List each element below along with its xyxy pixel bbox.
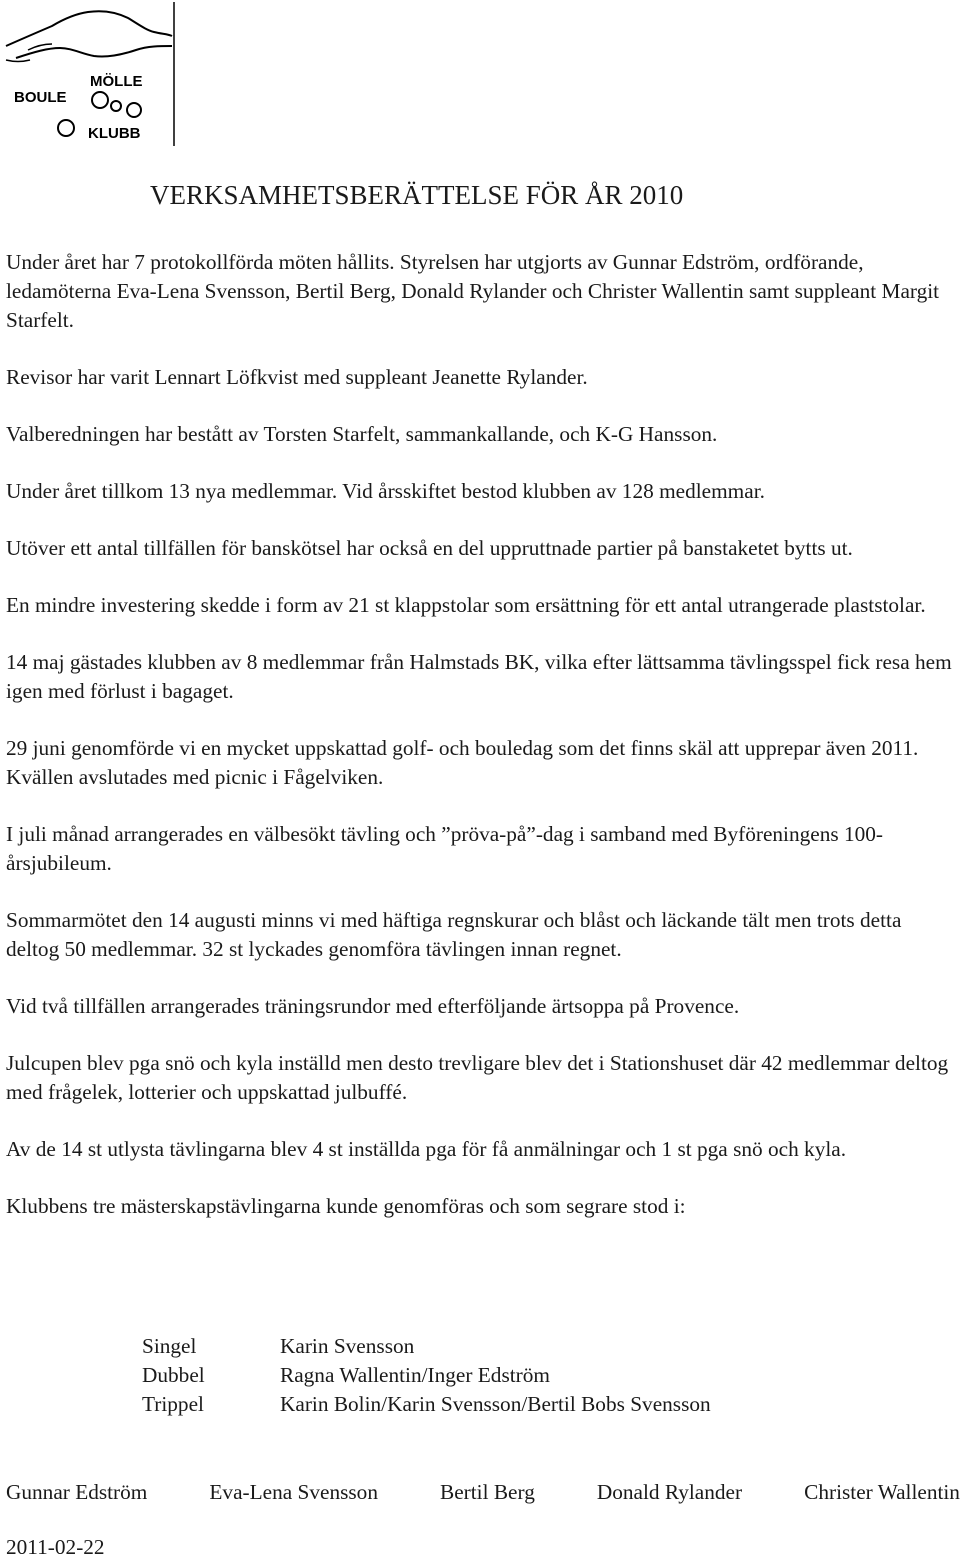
document-date: 2011-02-22: [6, 1535, 105, 1559]
list-item: [142, 1390, 711, 1419]
list-item: [142, 1332, 711, 1361]
paragraph-maintenance: Utöver ett antal tillfällen för banskötsel har också en del uppruttnade partier på banstaketet bytts ut.: [6, 536, 853, 560]
boule-club-logo-icon: [4, 2, 176, 146]
paragraph-board: Under året har 7 protokollförda möten hållits. Styrelsen har utgjorts av Gunnar Edström, ordförande, ledamöterna Eva-Lena Svensson, Bertil Berg, Donald Rylander och Christer Wallentin samt suppleant Margit Starfelt.: [6, 250, 940, 332]
paragraph-members: Under året tillkom 13 nya medlemmar. Vid årsskiftet bestod klubben av 128 medlemmar.: [6, 479, 765, 503]
report-body: [6, 248, 956, 1249]
winner-category: Dubbel: [142, 1363, 205, 1387]
winner-category: Singel: [142, 1334, 197, 1358]
logo-text-klubb: KLUBB: [88, 125, 141, 142]
paragraph-july: I juli månad arrangerades en välbesökt tävling och ”pröva-på”-dag i samband med Byföreningens 100-årsjubileum.: [6, 822, 884, 875]
page-title: VERKSAMHETSBERÄTTELSE FÖR ÅR 2010: [150, 180, 684, 210]
paragraph-may-visit: 14 maj gästades klubben av 8 medlemmar från Halmstads BK, vilka efter lättsamma tävlingsspel fick resa hem igen med förlust i bagaget.: [6, 650, 952, 703]
paragraph-summer-meeting: Sommarmötet den 14 augusti minns vi med häftiga regnskurar och blåst och läckande tält men trots detta deltog 50 medlemmar. 32 st lyckades genomföra tävlingen innan regnet.: [6, 908, 902, 961]
winner-name: Karin Bolin/Karin Svensson/Bertil Bobs Svensson: [280, 1392, 711, 1416]
club-logo: [4, 2, 176, 146]
signature-name: Gunnar Edström: [6, 1480, 148, 1504]
signature-name: Eva-Lena Svensson: [209, 1480, 378, 1504]
signature-name: Bertil Berg: [440, 1480, 535, 1504]
paragraph-auditor: Revisor har varit Lennart Löfkvist med suppleant Jeanette Rylander.: [6, 365, 588, 389]
paragraph-competitions: Av de 14 st utlysta tävlingarna blev 4 st inställda pga för få anmälningar och 1 st pga snö och kyla.: [6, 1137, 847, 1161]
logo-text-molle: MÖLLE: [90, 73, 143, 90]
signature-row: [6, 1478, 960, 1507]
winner-name: Karin Svensson: [280, 1334, 415, 1358]
winners-list: [142, 1332, 711, 1419]
paragraph-nomination: Valberedningen har bestått av Torsten Starfelt, sammankallande, och K-G Hansson.: [6, 422, 718, 446]
winner-category: Trippel: [142, 1392, 204, 1416]
paragraph-championships: Klubbens tre mästerskapstävlingarna kunde genomföras och som segrare stod i:: [6, 1194, 686, 1218]
logo-text-boule: BOULE: [14, 89, 67, 106]
list-item: [142, 1361, 711, 1390]
paragraph-training: Vid två tillfällen arrangerades träningsrundor med efterföljande ärtsoppa på Provence.: [6, 994, 740, 1018]
paragraph-investment: En mindre investering skedde i form av 21 st klappstolar som ersättning för ett antal utrangerade plaststolar.: [6, 593, 926, 617]
signature-name: Christer Wallentin: [804, 1480, 960, 1504]
paragraph-julcup: Julcupen blev pga snö och kyla inställd men desto trevligare blev det i Stationshuset där 42 medlemmar deltog med frågelek, lotterier och uppskattad julbuffé.: [6, 1051, 949, 1104]
signature-name: Donald Rylander: [596, 1480, 743, 1504]
paragraph-june-golf: 29 juni genomförde vi en mycket uppskattad golf- och bouledag som det finns skäl att upprepar även 2011. Kvällen avslutades med picnic i Fågelviken.: [6, 736, 919, 789]
winner-name: Ragna Wallentin/Inger Edström: [280, 1363, 550, 1387]
